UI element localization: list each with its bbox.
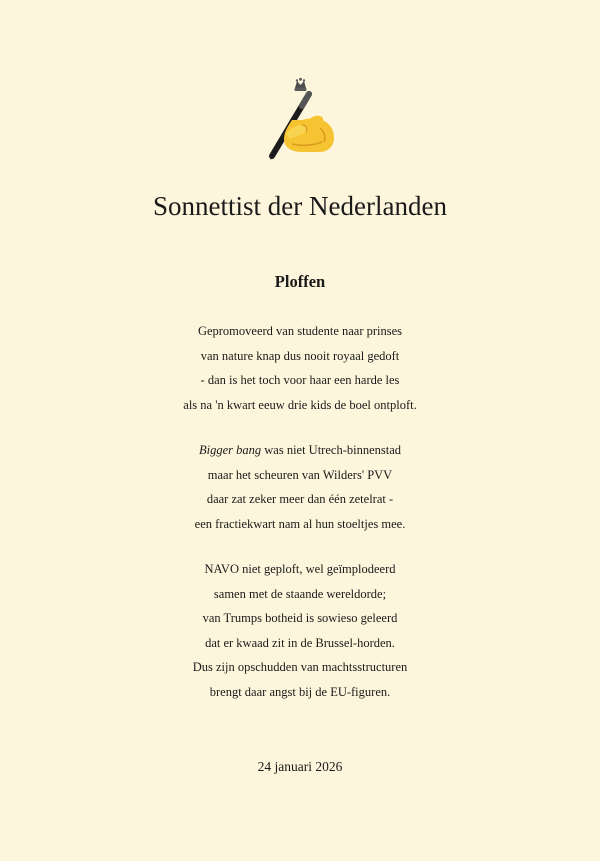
poem-title: Ploffen <box>274 272 326 291</box>
stanza-3 <box>0 557 600 704</box>
poem-line: - dan is het toch voor haar een harde les <box>200 373 400 387</box>
poem-line: samen met de staande wereldorde; <box>213 586 387 601</box>
poem-line: NAVO niet geploft, wel geïmplodeerd <box>204 562 396 576</box>
poem-line: Gepromoveerd van studente naar prinses <box>197 324 403 338</box>
hand-icon <box>284 116 334 152</box>
poem-line: dat er kwaad zit in de Brussel-horden. <box>205 635 395 650</box>
poem-line: Dus zijn opschudden van machtsstructuren <box>192 660 408 674</box>
poem-line: maar het scheuren van Wilders' PVV <box>207 467 393 482</box>
poem-line: brengt daar angst bij de EU-figuren. <box>209 684 391 699</box>
poem-line <box>0 438 600 463</box>
poem-line: van Trumps botheid is sowieso geleerd <box>202 611 398 625</box>
site-title: Sonnettist der Nederlanden <box>153 191 447 221</box>
poem-line: een fractiekwart nam al hun stoeltjes mee. <box>194 516 406 531</box>
poem-line-emphasis: Bigger bang <box>198 443 262 457</box>
poem-line: als na 'n kwart eeuw drie kids de boel ontploft. <box>183 397 417 412</box>
writing-hand-with-crown-icon <box>262 76 338 160</box>
poem-line: daar zat zeker meer dan één zetelrat - <box>206 492 394 506</box>
stanza-1 <box>0 319 600 417</box>
poem-date: 24 januari 2026 <box>257 759 343 774</box>
poem-line: van nature knap dus nooit royaal gedoft <box>200 348 400 363</box>
stanza-2 <box>0 438 600 536</box>
crown-icon <box>295 78 307 91</box>
poem-line-rest: was niet Utrech-binnenstad <box>261 443 402 457</box>
